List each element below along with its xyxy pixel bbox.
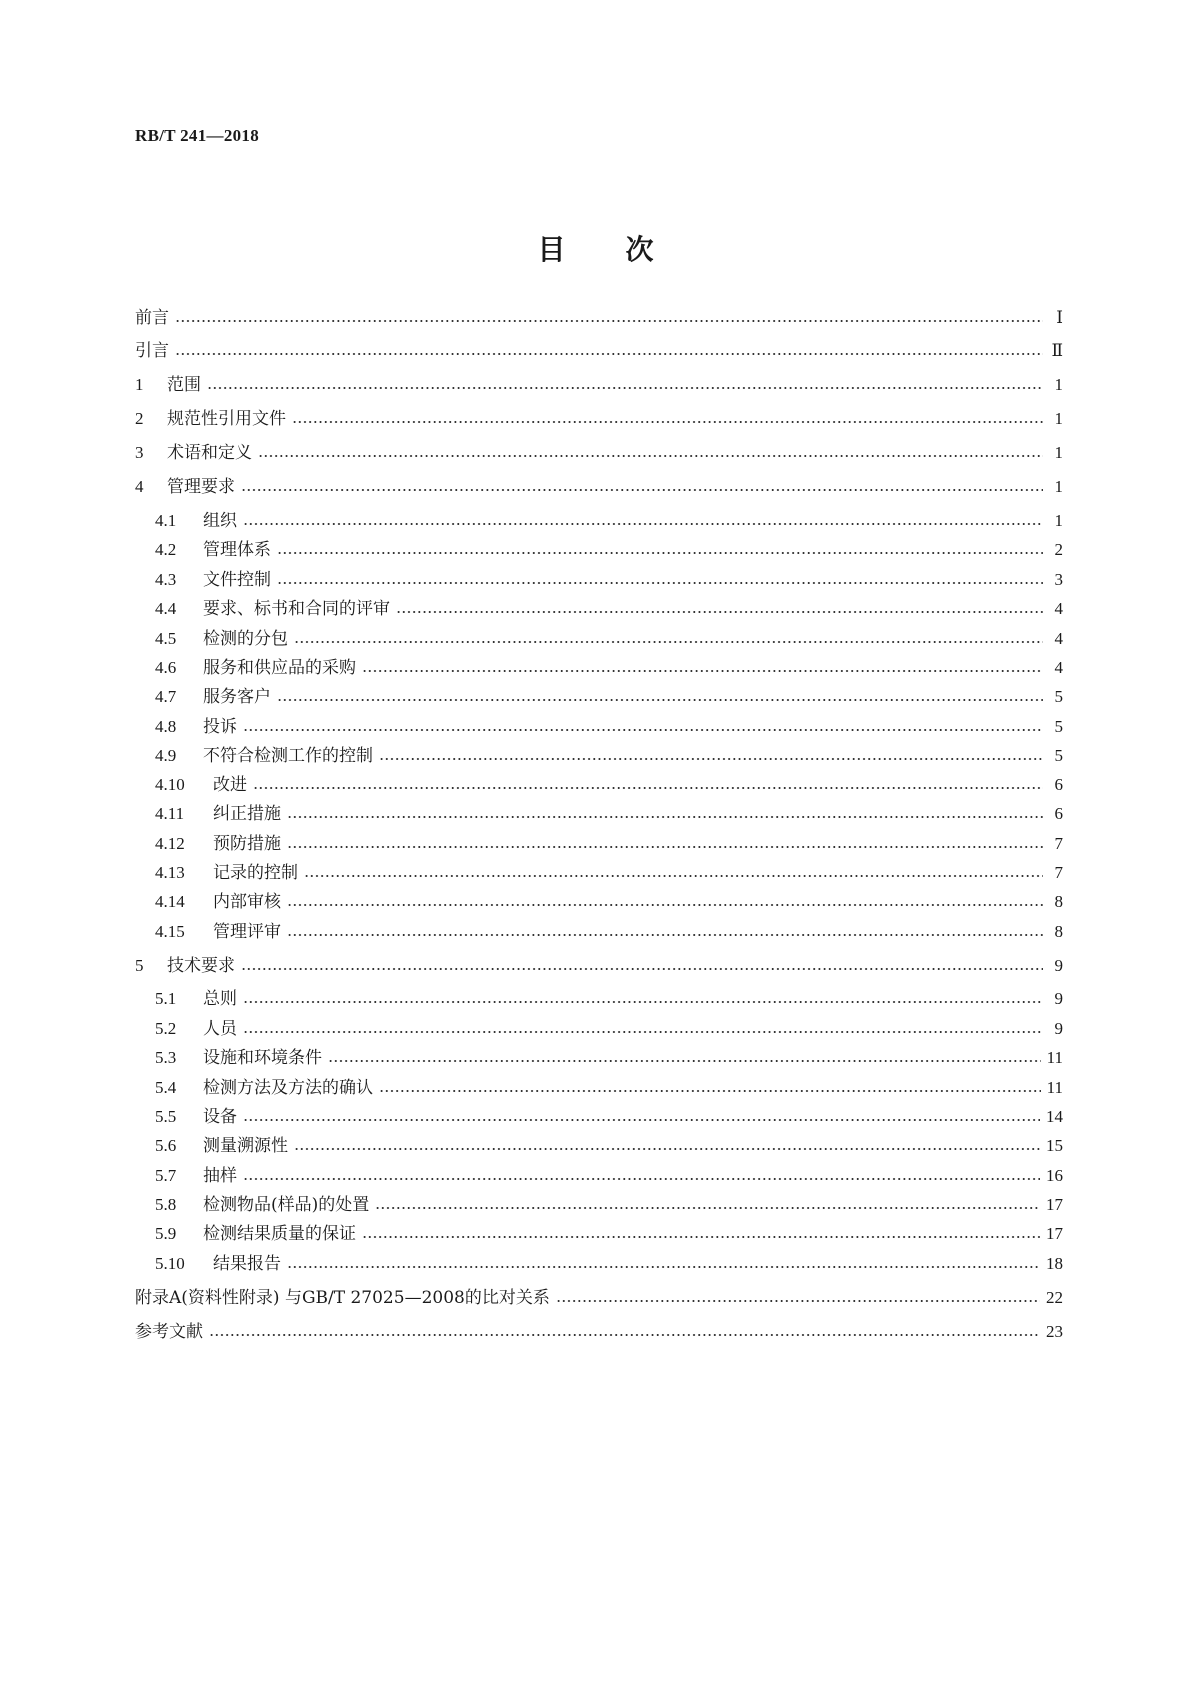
- toc-dot-leader: [294, 641, 1043, 643]
- toc-entry[interactable]: [135, 441, 1063, 465]
- toc-entry-page: 8: [1054, 892, 1063, 911]
- toc-entry-title: [155, 861, 298, 885]
- toc-entry-page: 3: [1054, 570, 1063, 589]
- toc-entry[interactable]: [155, 861, 1063, 885]
- toc-entry-number: 5.3: [155, 1048, 177, 1067]
- toc-entry-title: [155, 920, 281, 944]
- toc-entry-page: 6: [1054, 804, 1063, 823]
- toc-entry-title: [135, 441, 252, 465]
- toc-entry-title: [155, 832, 281, 856]
- toc-dot-leader: [556, 1300, 1040, 1302]
- toc-dot-leader: [277, 552, 1043, 554]
- toc-entry-title: [155, 1105, 237, 1129]
- toc-entry-title: [155, 1134, 288, 1158]
- toc-entry-title: [135, 373, 201, 397]
- toc-dot-leader: [287, 934, 1043, 936]
- toc-entry-page: 4: [1054, 599, 1063, 618]
- toc-dot-leader: [258, 455, 1043, 457]
- toc-dot-leader: [292, 421, 1043, 423]
- toc-entry-number: 5.10: [155, 1254, 185, 1273]
- toc-entry-label: 设施和环境条件: [203, 1048, 322, 1068]
- toc-entry-page: 17: [1046, 1195, 1063, 1214]
- toc-entry[interactable]: [155, 1134, 1063, 1158]
- toc-entry[interactable]: [155, 890, 1063, 914]
- toc-dot-leader: [209, 1334, 1040, 1336]
- toc-entry-number: 5.6: [155, 1136, 177, 1155]
- toc-entry-title: [155, 773, 247, 797]
- toc-dot-leader: [294, 1148, 1040, 1150]
- toc-entry[interactable]: [155, 1046, 1063, 1070]
- toc-entry-number: 4.6: [155, 658, 177, 677]
- toc-dot-leader: [175, 320, 1043, 322]
- toc-entry-page: 17: [1046, 1224, 1063, 1243]
- toc-entry[interactable]: [155, 744, 1063, 768]
- toc-entry-page: 23: [1046, 1322, 1063, 1341]
- toc-entry-label: 管理要求: [167, 477, 235, 497]
- toc-entry-number: 5.4: [155, 1078, 177, 1097]
- toc-entry[interactable]: [155, 685, 1063, 709]
- page-title: 目次: [537, 233, 714, 266]
- toc-entry-title: [135, 1286, 550, 1310]
- toc-entry-title: [155, 715, 237, 739]
- toc-dot-leader: [362, 670, 1043, 672]
- toc-entry-title: [155, 627, 288, 651]
- toc-entry-page: 9: [1054, 989, 1063, 1008]
- toc-entry-number: 5.1: [155, 989, 177, 1008]
- toc-dot-leader: [287, 816, 1043, 818]
- toc-entry-label: 记录的控制: [213, 863, 298, 883]
- toc-entry[interactable]: [155, 1193, 1063, 1217]
- toc-dot-leader: [277, 582, 1043, 584]
- toc-dot-leader: [175, 353, 1043, 355]
- toc-entry-title: [155, 1017, 237, 1041]
- toc-entry-number: 4.2: [155, 540, 177, 559]
- toc-entry-page: 15: [1046, 1136, 1063, 1155]
- table-of-contents: [135, 0, 1063, 1684]
- toc-entry-title: [155, 1046, 322, 1070]
- toc-entry-title: [155, 685, 271, 709]
- toc-entry-page: 1: [1054, 477, 1063, 496]
- toc-entry-number: 2: [135, 409, 144, 428]
- toc-entry-page: 9: [1054, 956, 1063, 975]
- toc-dot-leader: [304, 875, 1043, 877]
- toc-entry-number: 5.5: [155, 1107, 177, 1126]
- toc-entry-page: 2: [1054, 540, 1063, 559]
- toc-entry-label: 范围: [167, 375, 201, 395]
- toc-entry-number: 4.14: [155, 892, 185, 911]
- toc-entry-page: 6: [1054, 775, 1063, 794]
- toc-entry-title: [155, 744, 373, 768]
- toc-entry-title: [135, 1320, 203, 1344]
- toc-entry-label: 测量溯源性: [203, 1136, 288, 1156]
- toc-entry[interactable]: [155, 773, 1063, 797]
- toc-entry[interactable]: [135, 339, 1063, 363]
- toc-entry-title: [155, 1193, 369, 1217]
- toc-entry-label: 术语和定义: [167, 443, 252, 463]
- toc-entry-label: 文件控制: [203, 570, 271, 590]
- toc-entry[interactable]: [135, 954, 1063, 978]
- toc-entry-label: 前言: [135, 308, 169, 328]
- toc-dot-leader: [243, 1119, 1040, 1121]
- toc-entry-page: 1: [1054, 511, 1063, 530]
- toc-entry-page: 4: [1054, 629, 1063, 648]
- toc-entry[interactable]: [155, 1252, 1063, 1276]
- toc-entry-page: 4: [1054, 658, 1063, 677]
- toc-entry-label: 设备: [203, 1107, 237, 1127]
- toc-dot-leader: [396, 611, 1043, 613]
- toc-entry[interactable]: [155, 1017, 1063, 1041]
- toc-entry[interactable]: [135, 1286, 1063, 1310]
- toc-entry-title: [155, 538, 271, 562]
- toc-entry-label: 检测的分包: [203, 629, 288, 649]
- toc-entry-title: [155, 509, 237, 533]
- toc-entry[interactable]: [155, 1222, 1063, 1246]
- toc-entry-label: 预防措施: [213, 834, 281, 854]
- toc-entry-label: 要求、标书和合同的评审: [203, 599, 390, 619]
- toc-entry[interactable]: [155, 920, 1063, 944]
- toc-dot-leader: [287, 904, 1043, 906]
- toc-entry[interactable]: [155, 627, 1063, 651]
- toc-dot-leader: [243, 729, 1043, 731]
- toc-entry-page: Ⅱ: [1051, 341, 1063, 360]
- toc-entry-number: 5.7: [155, 1166, 177, 1185]
- toc-entry-number: 4.15: [155, 922, 185, 941]
- toc-dot-leader: [241, 968, 1043, 970]
- toc-entry-number: 4: [135, 477, 144, 496]
- toc-entry-number: 4.8: [155, 717, 177, 736]
- toc-entry-title: [155, 1222, 356, 1246]
- toc-entry-label: 总则: [203, 989, 237, 1009]
- toc-entry-number: 4.9: [155, 746, 177, 765]
- toc-entry-page: 11: [1046, 1078, 1063, 1097]
- toc-entry-page: 1: [1054, 443, 1063, 462]
- toc-entry-label: 检测方法及方法的确认: [203, 1078, 373, 1098]
- toc-entry-title: [135, 954, 235, 978]
- toc-entry-number: 3: [135, 443, 144, 462]
- toc-entry-number: 4.13: [155, 863, 185, 882]
- toc-entry[interactable]: [135, 373, 1063, 397]
- toc-entry[interactable]: [155, 509, 1063, 533]
- toc-entry-page: 9: [1054, 1019, 1063, 1038]
- toc-dot-leader: [287, 846, 1043, 848]
- toc-entry-label: 参考文献: [135, 1322, 203, 1342]
- toc-dot-leader: [243, 1031, 1043, 1033]
- toc-dot-leader: [277, 699, 1043, 701]
- toc-entry-number: 4.7: [155, 687, 177, 706]
- toc-entry[interactable]: [155, 656, 1063, 680]
- toc-entry[interactable]: [155, 1164, 1063, 1188]
- toc-dot-leader: [241, 489, 1043, 491]
- toc-entry-label: 检测物品(样品)的处置: [203, 1195, 370, 1215]
- toc-entry-page: 11: [1046, 1048, 1063, 1067]
- toc-entry-title: [155, 1076, 373, 1100]
- toc-entry[interactable]: [135, 475, 1063, 499]
- toc-entry-label: 规范性引用文件: [167, 409, 286, 429]
- toc-entry[interactable]: [135, 407, 1063, 431]
- toc-entry-page: 16: [1046, 1166, 1063, 1185]
- toc-entry-title: [155, 1252, 281, 1276]
- toc-entry[interactable]: [155, 832, 1063, 856]
- toc-entry-number: 4.12: [155, 834, 185, 853]
- toc-entry-title: [135, 475, 235, 499]
- toc-entry-page: 1: [1054, 409, 1063, 428]
- toc-entry-label: 抽样: [203, 1166, 237, 1186]
- toc-entry-title: [155, 802, 281, 826]
- toc-entry-number: 5.8: [155, 1195, 177, 1214]
- toc-entry-number: 5: [135, 956, 144, 975]
- toc-entry-number: 4.5: [155, 629, 177, 648]
- toc-entry[interactable]: [155, 987, 1063, 1011]
- toc-entry[interactable]: [135, 1320, 1063, 1344]
- toc-entry-title: [135, 306, 169, 330]
- toc-dot-leader: [243, 1178, 1040, 1180]
- standard-code: RB/T 241—2018: [135, 126, 260, 145]
- toc-entry-number: 4.4: [155, 599, 177, 618]
- toc-entry-page: Ⅰ: [1056, 308, 1063, 327]
- toc-entry-page: 18: [1046, 1254, 1063, 1273]
- toc-entry-title: [135, 407, 286, 431]
- toc-entry-number: 5.9: [155, 1224, 177, 1243]
- toc-entry-title: [155, 890, 281, 914]
- toc-dot-leader: [379, 1090, 1041, 1092]
- toc-entry[interactable]: [155, 802, 1063, 826]
- toc-dot-leader: [379, 758, 1043, 760]
- toc-entry-number: 5.2: [155, 1019, 177, 1038]
- toc-dot-leader: [287, 1266, 1040, 1268]
- toc-dot-leader: [253, 787, 1043, 789]
- toc-entry-label: 检测结果质量的保证: [203, 1224, 356, 1244]
- toc-entry-number: 4.3: [155, 570, 177, 589]
- toc-entry-label: 组织: [203, 511, 237, 531]
- toc-entry[interactable]: [155, 538, 1063, 562]
- toc-entry-page: 8: [1054, 922, 1063, 941]
- toc-entry-label: 管理体系: [203, 540, 271, 560]
- toc-entry-title: [155, 987, 237, 1011]
- toc-entry-title: [155, 597, 390, 621]
- toc-entry-number: 1: [135, 375, 144, 394]
- toc-entry-title: [155, 656, 356, 680]
- toc-entry-label: 管理评审: [213, 922, 281, 942]
- toc-entry-number: 4.11: [155, 804, 185, 823]
- toc-dot-leader: [243, 523, 1043, 525]
- toc-entry-label: 技术要求: [167, 956, 235, 976]
- toc-entry-page: 7: [1054, 863, 1063, 882]
- toc-entry[interactable]: [155, 1076, 1063, 1100]
- toc-entry-label: 改进: [213, 775, 247, 795]
- toc-entry-title: [155, 1164, 237, 1188]
- toc-entry-label: 内部审核: [213, 892, 281, 912]
- toc-entry-label: 引言: [135, 341, 169, 361]
- toc-entry-label: 附录A(资料性附录) 与GB/T 27025—2008的比对关系: [135, 1288, 550, 1308]
- toc-entry-page: 5: [1054, 717, 1063, 736]
- toc-entry[interactable]: [155, 1105, 1063, 1129]
- toc-entry-label: 纠正措施: [213, 804, 281, 824]
- toc-dot-leader: [362, 1236, 1040, 1238]
- toc-dot-leader: [207, 387, 1043, 389]
- toc-dot-leader: [328, 1060, 1041, 1062]
- toc-dot-leader: [375, 1207, 1040, 1209]
- toc-entry-label: 服务客户: [203, 687, 271, 707]
- toc-entry-label: 结果报告: [213, 1254, 281, 1274]
- toc-entry-page: 5: [1054, 746, 1063, 765]
- toc-entry[interactable]: [155, 568, 1063, 592]
- toc-entry-label: 投诉: [203, 717, 237, 737]
- toc-entry-number: 4.10: [155, 775, 185, 794]
- toc-entry-number: 4.1: [155, 511, 177, 530]
- toc-entry-page: 5: [1054, 687, 1063, 706]
- toc-entry-title: [155, 568, 271, 592]
- toc-entry-page: 1: [1054, 375, 1063, 394]
- toc-entry[interactable]: [155, 715, 1063, 739]
- toc-entry-label: 不符合检测工作的控制: [203, 746, 373, 766]
- toc-entry-label: 人员: [203, 1019, 237, 1039]
- toc-entry-label: 服务和供应品的采购: [203, 658, 356, 678]
- toc-entry-page: 7: [1054, 834, 1063, 853]
- toc-entry-page: 22: [1046, 1288, 1063, 1307]
- toc-entry[interactable]: [155, 597, 1063, 621]
- toc-entry-title: [135, 339, 169, 363]
- toc-entry-page: 14: [1046, 1107, 1063, 1126]
- toc-entry[interactable]: [135, 306, 1063, 330]
- toc-dot-leader: [243, 1001, 1043, 1003]
